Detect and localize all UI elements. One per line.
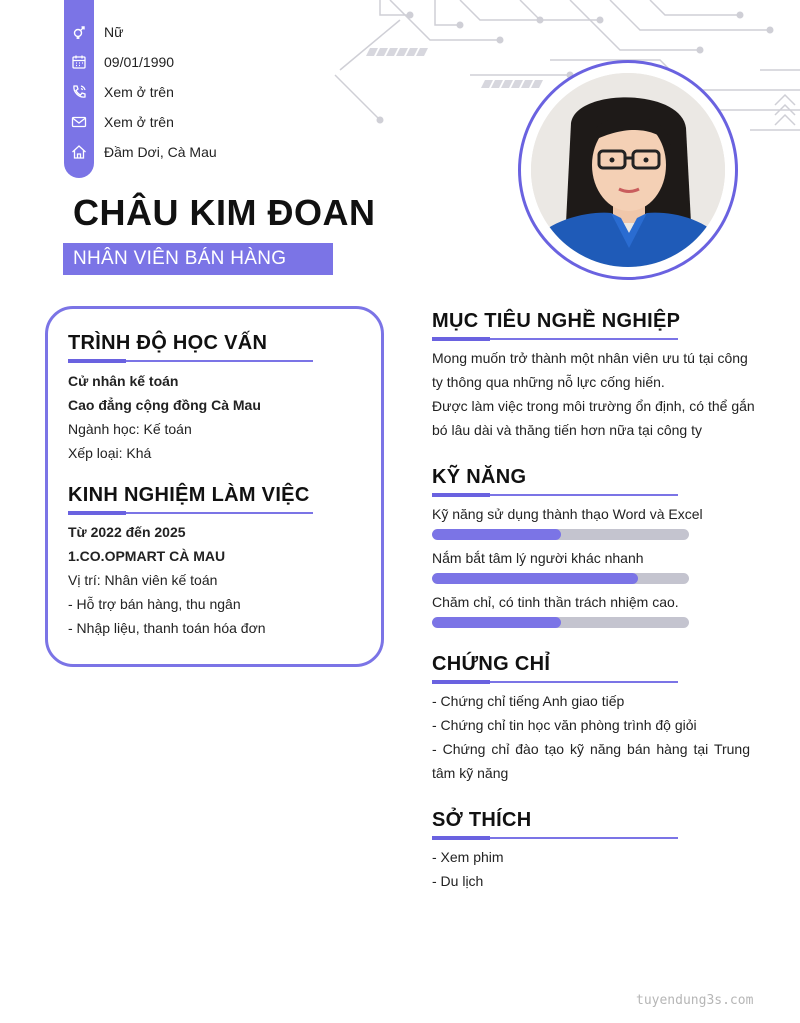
contact-email [64,107,364,137]
home-icon [64,137,94,167]
objective-line: bó lâu dài và thăng tiến hơn nữa tại công ty [432,422,702,438]
contact-birthday [64,47,364,77]
mail-icon [64,107,94,137]
candidate-name: CHÂU KIM ĐOAN [73,192,376,233]
experience-period: Từ 2022 đến 2025 [68,524,186,540]
objective-line: Mong muốn trở thành một nhân viên ưu tú tại công [432,350,748,366]
certificate-item: - Chứng chỉ đào tạo kỹ năng bán hàng tại Trung [432,741,750,757]
experience-duty: - Nhập liệu, thanh toán hóa đơn [68,620,266,636]
skills-title: KỸ NĂNG [432,466,527,488]
phone-value: Xem ở trên [104,84,174,100]
contact-gender [64,17,364,47]
experience-duty: - Hỗ trợ bán hàng, thu ngân [68,596,241,612]
address-value: Đầm Dơi, Cà Mau [104,144,217,160]
watermark: tuyendung3s.com [636,993,754,1008]
experience-divider [68,512,313,514]
skill-bar-fill [432,617,561,628]
hobby-item: - Du lịch [432,873,484,889]
objective-title: MỤC TIÊU NGHỀ NGHIỆP [432,310,681,332]
certificate-item: tâm kỹ năng [432,765,509,781]
skill-bar [432,573,689,584]
gender-value: Nữ [104,24,124,40]
objective-divider [432,338,678,340]
email-value: Xem ở trên [104,114,174,130]
certificates-divider [432,681,678,683]
experience-position: Vị trí: Nhân viên kế toán [68,572,218,588]
skill-bar-fill [432,529,561,540]
education-title: TRÌNH ĐỘ HỌC VẤN [68,332,268,354]
hobby-item: - Xem phim [432,849,504,865]
education-school: Cao đẳng cộng đồng Cà Mau [68,397,261,413]
phone-icon [64,77,94,107]
hobbies-title: SỞ THÍCH [432,809,532,831]
skill-bar [432,617,689,628]
avatar [531,73,725,267]
skill-bar [432,529,689,540]
certificate-item: - Chứng chỉ tiếng Anh giao tiếp [432,693,625,709]
education-major: Ngành học: Kế toán [68,421,192,437]
birthday-value: 09/01/1990 [104,54,175,70]
education-divider [68,360,313,362]
contact-address [64,137,364,167]
experience-title: KINH NGHIỆM LÀM VIỆC [68,484,310,506]
certificates-title: CHỨNG CHỈ [432,653,551,675]
skill-label: Nắm bắt tâm lý người khác nhanh [432,550,644,566]
skill-bar-fill [432,573,638,584]
objective-line: Được làm việc trong môi trường ổn định, có thể gắn [432,398,755,414]
calendar-icon [64,47,94,77]
contact-phone [64,77,364,107]
education-grade: Xếp loại: Khá [68,445,152,461]
skills-divider [432,494,678,496]
hobbies-divider [432,837,678,839]
skill-label: Kỹ năng sử dụng thành thạo Word và Excel [432,506,703,522]
skill-label: Chăm chỉ, có tinh thần trách nhiệm cao. [432,594,679,610]
experience-company: 1.CO.OPMART CÀ MAU [68,548,226,564]
certificate-item: - Chứng chỉ tin học văn phòng trình độ giỏi [432,717,697,733]
objective-line: ty thông qua những nỗ lực cống hiến. [432,374,665,390]
education-degree: Cử nhân kế toán [68,373,179,389]
gender-icon [64,17,94,47]
job-title: NHÂN VIÊN BÁN HÀNG [63,243,333,275]
